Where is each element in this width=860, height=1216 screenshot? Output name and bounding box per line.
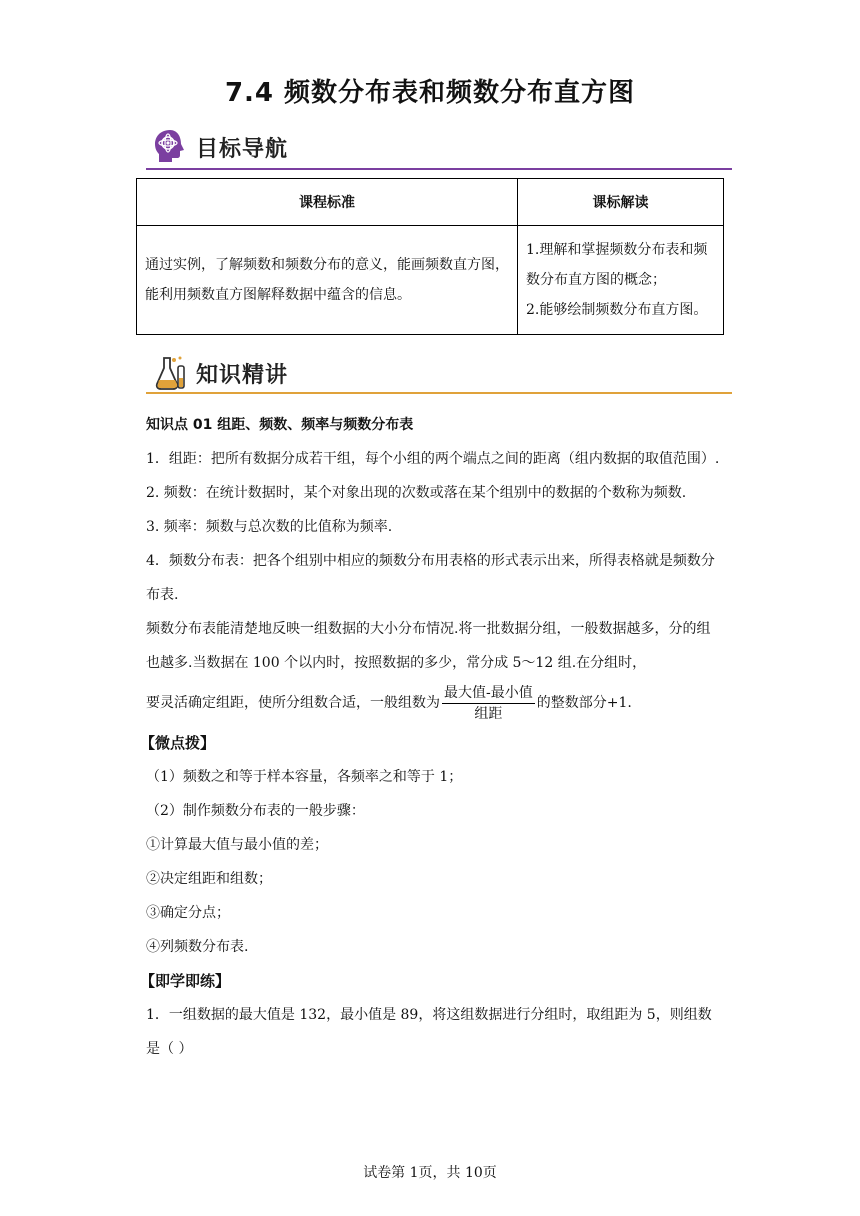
header-reading: 课标解读 [518, 179, 724, 226]
tips-heading: 【微点拨】 [140, 734, 216, 752]
reading-line-2: 2.能够绘制频数分布直方图。 [526, 302, 708, 318]
banner-underline [146, 392, 732, 394]
page-title: 7.4 频数分布表和频数分布直方图 [224, 78, 636, 108]
tip: （1）频数之和等于样本容量，各频率之和等于 1； [146, 769, 463, 785]
paragraph: 2. 频数：在统计数据时，某个对象出现的次数或落在某个组别中的数据的个数称为频数. [146, 485, 687, 501]
paragraph: 1．组距：把所有数据分成若干组，每个小组的两个端点之间的距离（组内数据的取值范围）. [146, 451, 720, 467]
tip: （2）制作频数分布表的一般步骤： [146, 803, 365, 819]
paragraph-formula [146, 680, 722, 726]
reading-line-1: 1.理解和掌握频数分布表和频数分布直方图的概念； [526, 242, 708, 288]
header-standard: 课程标准 [137, 179, 518, 226]
flask-icon [150, 352, 190, 392]
step: ②决定组距和组数； [146, 871, 272, 887]
formula-lead: 要灵活确定组距，使所分组数合适，一般组数为 [146, 695, 440, 711]
paragraph: 4．频数分布表：把各个组别中相应的频数分布用表格的形式表示出来，所得表格就是频数分布表. [146, 553, 715, 603]
fraction [442, 683, 535, 724]
curriculum-table [136, 178, 724, 335]
banner-underline [146, 168, 732, 170]
cell-reading [518, 226, 724, 335]
knowledge-point-title: 知识点 01 组距、频数、频率与频数分布表 [146, 417, 414, 433]
table-header-row [137, 179, 724, 226]
banner-label-knowledge: 知识精讲 [196, 363, 289, 388]
paragraph: 频数分布表能清楚地反映一组数据的大小分布情况.将一批数据分组，一般数据越多，分的组也越多.当数据在 100 个以内时，按照数据的多少，常分成 5～12 组.在分组时， [146, 621, 711, 671]
practice-heading: 【即学即练】 [140, 972, 231, 990]
step: ①计算最大值与最小值的差； [146, 837, 328, 853]
fraction-denominator: 组距 [474, 705, 503, 722]
step: ③确定分点； [146, 905, 230, 921]
section-banner-goals [146, 122, 732, 174]
head-brain-icon [150, 126, 190, 166]
fraction-numerator: 最大值-最小值 [442, 683, 535, 704]
section-banner-knowledge [146, 348, 732, 400]
paragraph: 3. 频率：频数与总次数的比值称为频率. [146, 519, 393, 535]
table-row [137, 226, 724, 335]
page-footer: 试卷第 1页，共 10页 [363, 1165, 497, 1181]
knowledge-content [140, 408, 722, 1066]
banner-label-goals: 目标导航 [196, 137, 289, 162]
question: 1．一组数据的最大值是 132，最小值是 89，将这组数据进行分组时，取组距为 5，则组数是（ ） [146, 1007, 712, 1057]
step: ④列频数分布表. [146, 939, 249, 955]
formula-tail: 的整数部分+1. [536, 695, 632, 711]
cell-standard: 通过实例，了解频数和频数分布的意义，能画频数直方图，能利用频数直方图解释数据中蕴含的信息。 [137, 226, 518, 335]
